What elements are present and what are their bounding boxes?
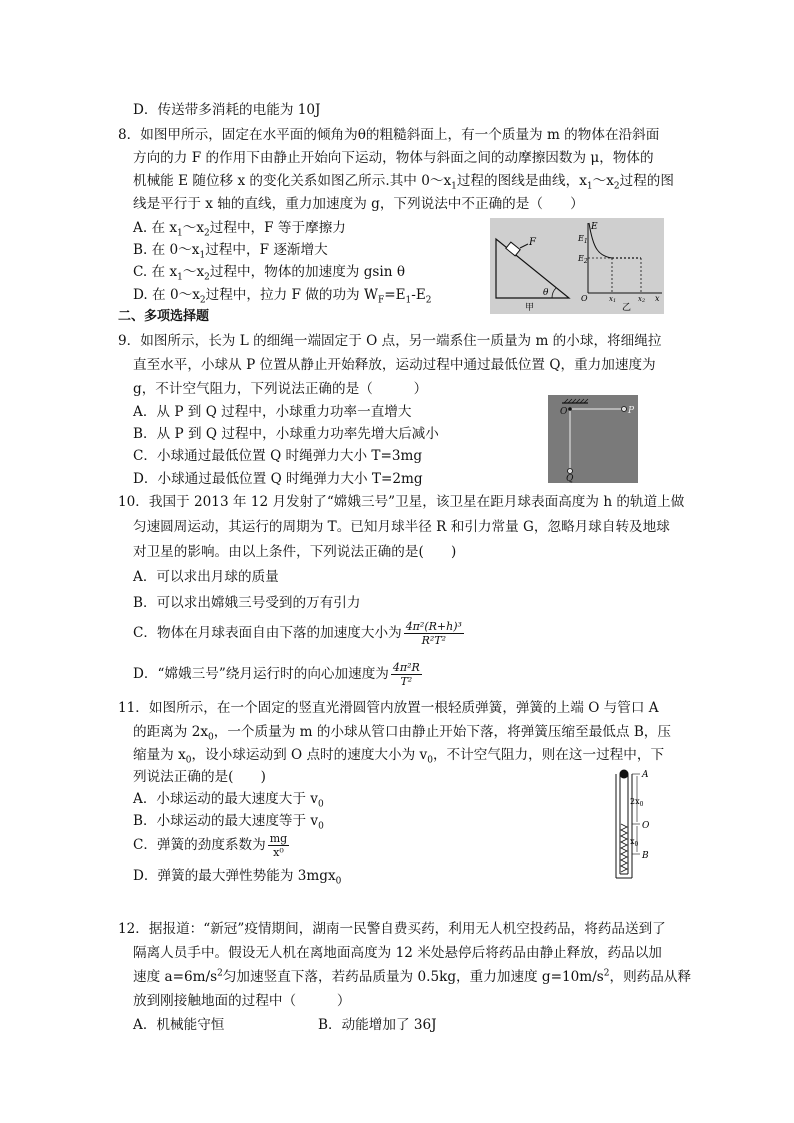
q8-fig-label-yi: 乙 — [622, 303, 632, 313]
q9-option-c: C．小球通过最低位置 Q 时绳弹力大小 T=3mg — [133, 448, 423, 464]
q10-line-1: 10．我国于 2013 年 12 月发射了“嫦娥三号”卫星，该卫星在距月球表面高度为 h 的轨道上做 — [118, 494, 685, 510]
q11-figure — [606, 768, 668, 884]
q8-option-a: A. 在 $x_1\sim x_2$过程中，F 等于摩擦力 — [133, 220, 346, 239]
q11-line-3: 缩量为 $x_0$，设小球运动到 O 点时的速度大小为 $v_0$，不计空气阻力，则在这一过程中，下 — [133, 747, 665, 766]
q9-fig-label-p: P — [628, 406, 635, 416]
q11-fig-label-x0: $x_0$ — [630, 837, 639, 848]
q8-line-2: 方向的力 F 的作用下由静止开始向下运动，物体与斜面之间的动摩擦因数为 μ，物体的 — [133, 150, 654, 166]
q7-option-d: D．传送带多消耗的电能为 10J — [133, 102, 321, 118]
q10-c-fraction: $\frac{\text{4π²(R+h)³}}{\text{R²T²}}$ — [405, 620, 462, 647]
q11-fig-label-b: B — [642, 851, 649, 861]
q11-option-b: B．小球运动的最大速度等于 $v_0$ — [133, 813, 324, 832]
q9-option-d: D．小球通过最低位置 Q 时绳弹力大小 T=2mg — [133, 471, 423, 487]
q10-option-c: C．物体在月球表面自由下落的加速度大小为 $\frac{\text{4π²(R+h)³}}{\text{R²T²}}$ — [133, 620, 462, 647]
q8-fig-label-e1: $E_1$ — [578, 234, 588, 245]
q11-option-c: C．弹簧的劲度系数为 $\frac{mg}{\text{x⁰}}$ — [133, 832, 288, 859]
q8-fig-label-theta: θ — [543, 288, 549, 298]
q11-fig-label-o: O — [642, 821, 650, 831]
section-heading-multiple-choice: 二、多项选择题 — [118, 309, 210, 324]
q12-line-2: 隔离人员手中。假设无人机在离地面高度为 12 米处悬停后将药品由静止释放，药品以加 — [133, 945, 662, 961]
q8-fig-label-jia: 甲 — [525, 303, 535, 313]
q8-fig-label-e2: $E_2$ — [578, 254, 588, 265]
q9-line-3: g，不计空气阻力，下列说法正确的是（ ） — [133, 381, 428, 397]
q10-option-d: D．“嫦娥三号”绕月运行时的向心加速度为 $\frac{\text{4π²R}}{\text{T²}}$ — [133, 661, 420, 688]
q12-option-b: B．动能增加了 36J — [318, 1017, 437, 1033]
q8-fig-label-e: E — [591, 222, 598, 232]
q8-line-1: 8．如图甲所示，固定在水平面的倾角为θ的粗糙斜面上，有一个质量为 m 的物体在沿斜面 — [118, 127, 660, 143]
q8-fig-label-x1: x1 — [609, 295, 617, 304]
q12-line-4: 放到刚接触地面的过程中（ ） — [133, 993, 351, 1009]
q11-fig-label-a: A — [642, 770, 649, 780]
q8-figure — [490, 218, 664, 314]
q8-line-3: 机械能 E 随位移 x 的变化关系如图乙所示.其中 $0\sim x_1$过程的图线是曲线，$x_1\sim x_2$过程的图 — [133, 173, 674, 192]
q11-option-d: D．弹簧的最大弹性势能为 3mgx$_0$ — [133, 868, 342, 887]
q8-fig-label-x2: x2 — [638, 295, 646, 304]
q8-fig-label-x: x — [655, 294, 660, 303]
q8-fig-label-o: O — [581, 294, 588, 303]
q9-figure — [548, 395, 638, 483]
q8-option-c: C. 在 $x_1\sim x_2$过程中，物体的加速度为 gsin θ — [133, 264, 406, 283]
q11-line-2: 的距离为 $2x_0$，一个质量为 m 的小球从管口由静止开始下落，将弹簧压缩至最低点 B，压 — [133, 724, 671, 743]
q11-line-4: 列说法正确的是( ) — [133, 769, 266, 785]
q12-line-1: 12．据报道：“新冠”疫情期间，湖南一民警自费买药，利用无人机空投药品，将药品送到了 — [118, 921, 666, 937]
q10-line-3: 对卫星的影响。由以上条件，下列说法正确的是( ) — [133, 544, 457, 560]
q11-option-a: A．小球运动的最大速度大于 $v_0$ — [133, 791, 324, 810]
q8-option-b: B. 在 $0\sim x_1$过程中，F 逐渐增大 — [133, 242, 328, 261]
q9-option-b: B．从 P 到 Q 过程中，小球重力功率先增大后减小 — [133, 426, 439, 442]
q12-line-3: 速度 $a=6m/s^2$匀加速竖直下落，若药品质量为 0.5kg，重力加速度 $g=10m/s^2$，则药品从释 — [133, 968, 692, 985]
q10-line-2: 匀速圆周运动，其运行的周期为 T。已知月球半径 R 和引力常量 G，忽略月球自转及地球 — [133, 519, 670, 535]
q9-fig-label-q: Q — [566, 474, 574, 483]
q9-option-a: A．从 P 到 Q 过程中，小球重力功率一直增大 — [133, 404, 412, 420]
q10-option-b: B．可以求出嫦娥三号受到的万有引力 — [133, 595, 361, 611]
q11-c-fraction: $\frac{mg}{\text{x⁰}}$ — [269, 832, 288, 859]
q9-fig-label-o: O — [560, 407, 568, 417]
q12-option-a: A．机械能守恒 — [133, 1017, 225, 1033]
q10-d-fraction: $\frac{\text{4π²R}}{\text{T²}}$ — [392, 661, 420, 688]
q9-line-1: 9．如图所示，长为 L 的细绳一端固定于 O 点，另一端系住一质量为 m 的小球，将细绳拉 — [118, 333, 662, 349]
q11-fig-label-2x0: $2x_0$ — [630, 797, 644, 808]
q11-line-1: 11．如图所示，在一个固定的竖直光滑圆管内放置一根轻质弹簧，弹簧的上端 O 与管口 A — [118, 700, 659, 716]
q8-fig-label-f: F — [529, 237, 536, 248]
q9-line-2: 直至水平，小球从 P 位置从静止开始释放，运动过程中通过最低位置 Q，重力加速度为 — [133, 357, 656, 373]
q10-option-a: A．可以求出月球的质量 — [133, 569, 279, 585]
q8-line-4: 线是平行于 x 轴的直线，重力加速度为 g，下列说法中不正确的是（ ） — [133, 196, 584, 212]
q8-option-d: D. 在 $0\sim x_2$过程中，拉力 F 做的功为 $W_F=E_1-E_2$ — [133, 287, 432, 306]
